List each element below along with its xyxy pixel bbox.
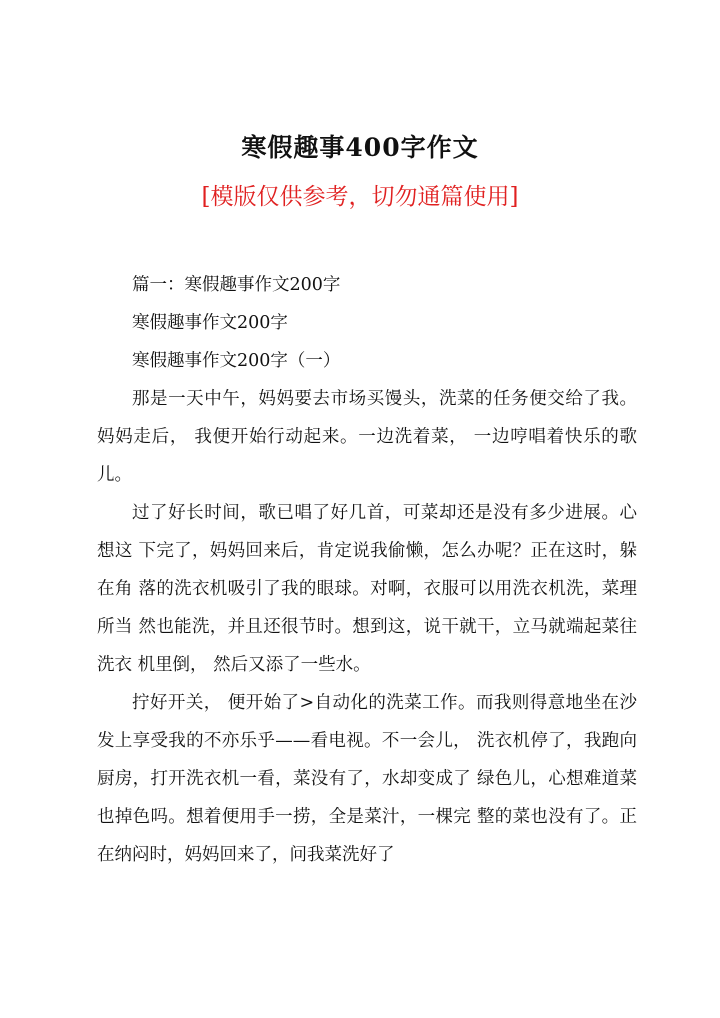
body-paragraph: 那是一天中午，妈妈要去市场买馒头，洗菜的任务便交给了我。妈妈走后， 我便开始行动起来。一边洗着菜， 一边哼唱着快乐的歌儿。 <box>97 389 637 485</box>
heading-part-one: 篇一：寒假趣事作文200字 <box>132 275 341 295</box>
document-title: 寒假趣事400字作文 <box>241 133 479 162</box>
heading-essay-one: 寒假趣事作文200字（一） <box>132 351 341 371</box>
document-body <box>97 266 637 874</box>
body-paragraph: 过了好长时间，歌已唱了好几首，可菜却还是没有多少进展。心想这 下完了，妈妈回来后，肯定说我偷懒，怎么办呢？正在这时，躲在角 落的洗衣机吸引了我的眼球。对啊，衣服可以用洗衣机洗，菜理所当 然也能洗，并且还很节时。想到这，说干就干，立马就端起菜往洗衣 机里倒， 然后又添了一些水。 <box>97 503 637 675</box>
body-paragraph: 拧好开关， 便开始了>自动化的洗菜工作。而我则得意地坐在沙发上享受我的不亦乐乎——看电视。不一会儿， 洗衣机停了，我跑向厨房，打开洗衣机一看，菜没有了，水却变成了 绿色儿，心想难道菜也掉色吗。想着便用手一捞，全是菜汁，一棵完 整的菜也没有了。正在纳闷时，妈妈回来了，问我菜洗好了 <box>97 693 637 865</box>
document-subtitle: [模版仅供参考，切勿通篇使用] <box>201 184 519 210</box>
heading-essay-title: 寒假趣事作文200字 <box>132 313 288 333</box>
